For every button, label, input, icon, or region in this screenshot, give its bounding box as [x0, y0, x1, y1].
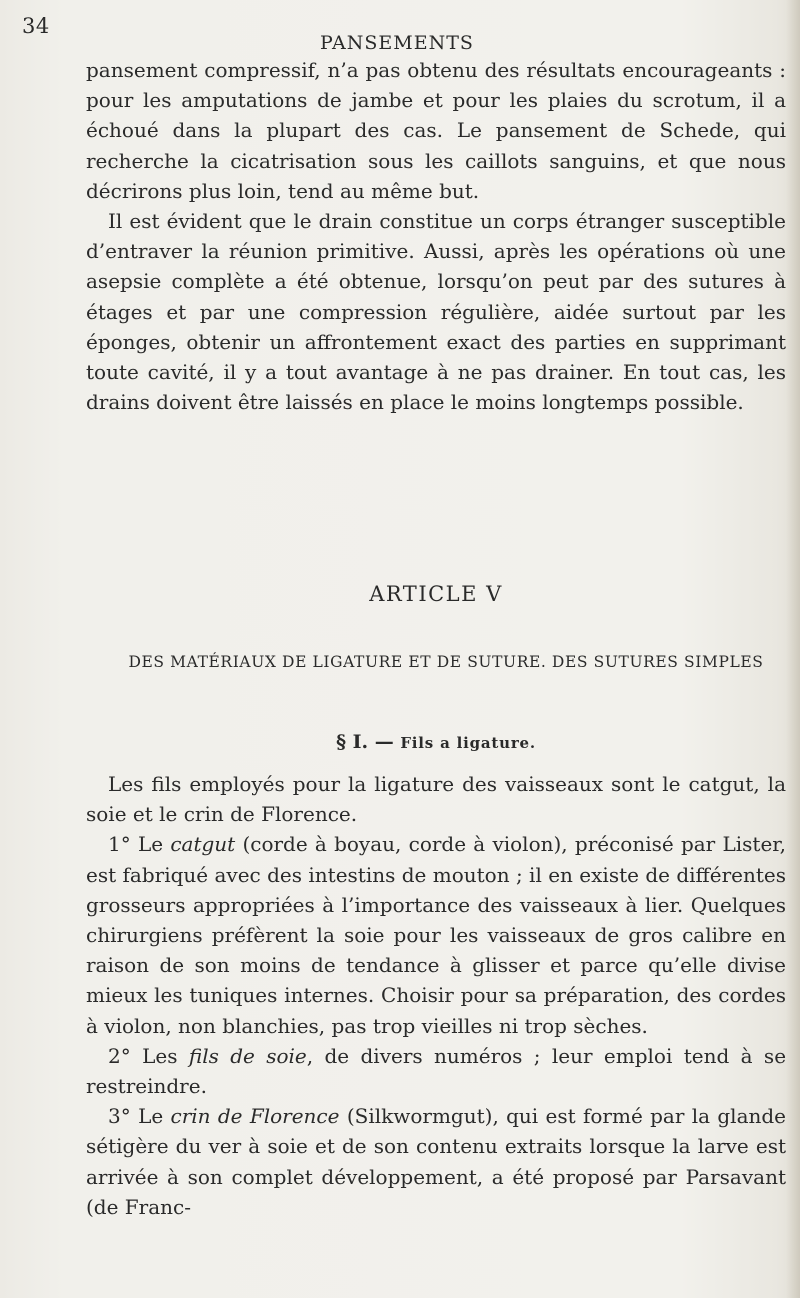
section-title: Fils a ligature.: [400, 734, 536, 752]
list-item-catgut: [86, 829, 786, 1040]
item-term: crin de Florence: [170, 1104, 340, 1129]
intro-paragraph-1: pansement compressif, n’a pas obtenu des résultats encourageants : pour les amputations de jambe et pour les plaies du scrotum, il a échoué dans la plupart des cas. Le pansement de Schede, qui recherche la cicatrisation sous les caillots sanguins, et que nous décrirons plus loin, tend au même but.: [86, 58, 786, 203]
item-article: Le: [138, 1104, 164, 1129]
page-number: 34: [22, 14, 50, 38]
article-title: ARTICLE V: [369, 582, 503, 606]
item-article: Les: [142, 1043, 178, 1068]
item-text: , de divers numéros ; leur emploi tend à se restreindre.: [86, 1043, 787, 1099]
item-number: 1°: [108, 832, 131, 857]
item-number: 3°: [108, 1104, 131, 1129]
list-item-crin: [86, 1101, 786, 1222]
article-subtitle: DES MATÉRIAUX DE LIGATURE ET DE SUTURE. DES SUTURES SIMPLES: [128, 653, 764, 671]
page-header: [0, 14, 800, 54]
section-symbol: § I. —: [336, 731, 394, 753]
item-term: fils de soie: [188, 1043, 307, 1068]
intro-text: [86, 55, 786, 417]
item-term: catgut: [170, 832, 236, 857]
item-number: 2°: [108, 1043, 131, 1068]
section-text: [86, 769, 786, 1222]
item-text: (corde à boyau, corde à violon), préconisé par Lister, est fabriqué avec des intestins de mouton ; il en existe de différentes grosseurs appropriées à l’importance des vaisseaux à lier. Quelques chirurgiens préfèrent la soie pour les vaisseaux de gros calibre en raison de son moins de tendance à glisser et parce qu’elle divise mieux les tuniques internes. Choisir pour sa préparation, des cordes à violon, non blanchies, pas trop vieilles ni trop sèches.: [86, 832, 786, 1038]
list-item-silk: [86, 1041, 786, 1101]
intro-paragraph-2: Il est évident que le drain constitue un corps étranger susceptible d’entraver la réunion primitive. Aussi, après les opérations où une asepsie complète a été obtenue, lorsqu’on peut par des sutures à étages et par une compression régulière, aidée surtout par les éponges, obtenir un affrontement exact des parties en supprimant toute cavité, il y a tout avantage à ne pas drainer. En tout cas, les drains doivent être laissés en place le moins longtemps possible.: [86, 209, 786, 415]
section-paragraph-1: Les fils employés pour la ligature des vaisseaux sont le catgut, la soie et le crin de Florence.: [86, 772, 786, 827]
item-article: Le: [137, 832, 164, 857]
section-heading: [86, 731, 786, 753]
running-head: PANSEMENTS: [320, 32, 474, 54]
item-text: (Silkwormgut), qui est formé par la glande sétigère du ver à soie et de son contenu extraits lorsque la larve est arrivée à son complet développement, a été proposé par Parsavant (de Franc-: [86, 1104, 787, 1219]
page-edge-shadow: [786, 0, 800, 1298]
